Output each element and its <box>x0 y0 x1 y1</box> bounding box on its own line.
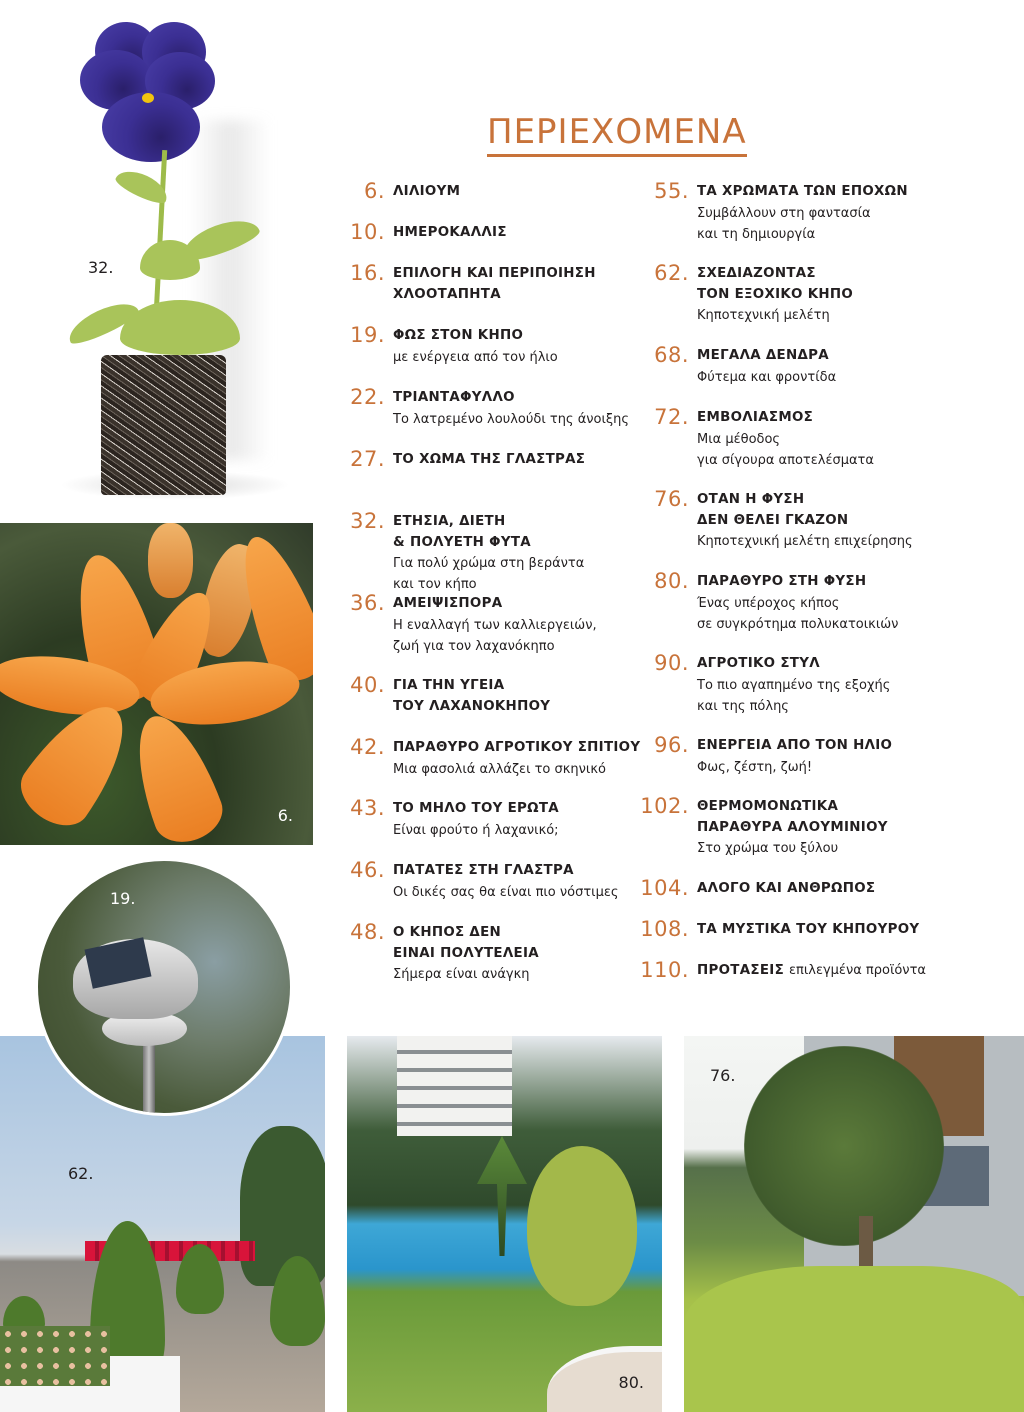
toc-page-number: 90. <box>654 651 689 675</box>
toc-entry-title-text: ΘΕΡΜΟΜΟΝΩΤΙΚΑ <box>697 799 839 814</box>
toc-entry-body <box>697 572 1022 635</box>
toc-entry-title-text: ΠΡΟΤΑΣΕΙΣ <box>697 963 785 978</box>
toc-entry-title-text: ΛΙΛΙΟΥΜ <box>393 184 461 199</box>
lily-petal <box>120 705 230 845</box>
toc-entry[interactable] <box>612 261 1022 326</box>
toc-page-number: 110. <box>640 958 689 982</box>
toc-entry-title-text: ΗΜΕΡΟΚΑΛΛΙΣ <box>393 225 507 240</box>
toc-page-number: 62. <box>654 261 689 285</box>
toc-entry-title-text: ΧΛΟΟΤΑΠΗΤΑ <box>393 286 501 302</box>
toc-entry-title-text: Ο ΚΗΠΟΣ ΔΕΝ <box>393 925 502 940</box>
garden-tree <box>240 1126 325 1286</box>
toc-entry-title-text: ΓΙΑ ΤΗΝ ΥΓΕΙΑ <box>393 678 505 693</box>
toc-entry-body <box>697 490 1022 552</box>
toc-entry-title <box>697 920 1022 941</box>
toc-page-number: 96. <box>654 733 689 757</box>
toc-page-number: 80. <box>654 569 689 593</box>
toc-entry-title <box>697 818 1022 839</box>
toc-entry-subtitle: για σίγουρα αποτελέσματα <box>697 452 874 468</box>
toc-entry-subtitle: Το πιο αγαπημένο της εξοχής <box>697 677 891 693</box>
toc-entry-title-text: ΠΑΡΑΘΥΡΟ ΣΤΗ ΦΥΣΗ <box>697 574 867 589</box>
toc-entry-subtitle: επιλεγμένα προϊόντα <box>789 963 926 978</box>
toc-entry-subtitle: Η εναλλαγή των καλλιεργειών, <box>393 617 597 633</box>
toc-entry-body <box>697 736 1022 778</box>
photo-caption: 32. <box>88 258 114 277</box>
photo-caption: 19. <box>110 889 136 908</box>
toc-entry-title-text: ΤΟΝ ΕΞΟΧΙΚΟ ΚΗΠΟ <box>697 286 854 302</box>
toc-page-number: 16. <box>350 261 385 285</box>
toc-entry[interactable] <box>612 487 1022 552</box>
lily-photo <box>0 523 313 845</box>
toc-entry-body <box>697 408 1022 471</box>
toc-entry-subtitle: ζωή για τον λαχανόκηπο <box>393 638 555 654</box>
toc-entry-subtitle: Φως, ζέστη, ζωή! <box>697 759 813 775</box>
photo-caption: 6. <box>277 806 293 825</box>
toc-entry-title-text: ΑΓΡΟΤΙΚΟ ΣΤΥΛ <box>697 656 820 671</box>
toc-entry-title <box>697 654 1022 675</box>
pansy-eye <box>142 93 154 103</box>
toc-entry-subtitle: Ένας υπέροχος κήπος <box>697 595 840 611</box>
toc-entry-title-text: ΑΜΕΙΨΙΣΠΟΡΑ <box>393 596 503 611</box>
toc-page-number: 76. <box>654 487 689 511</box>
toc-entry-title-text: ΤΡΙΑΝΤΑΦΥΛΛΟ <box>393 390 515 405</box>
toc-entry-subtitle: Κηποτεχνική μελέτη επιχείρησης <box>697 534 913 549</box>
toc-entry-body <box>697 879 1022 900</box>
toc-entry[interactable] <box>612 405 1022 471</box>
toc-entry-title-text: ΤΑ ΜΥΣΤΙΚΑ ΤΟΥ ΚΗΠΟΥΡΟΥ <box>697 922 920 937</box>
pool-garden-photo <box>347 1036 662 1412</box>
toc-entry-title-text: ΠΑΤΑΤΕΣ ΣΤΗ ΓΛΑΣΤΡΑ <box>393 863 574 878</box>
toc-page-number: 19. <box>350 323 385 347</box>
toc-entry[interactable] <box>612 917 1022 941</box>
toc-entry-body <box>697 797 1022 859</box>
toc-entry-title-text: ΜΕΓΑΛΑ ΔΕΝΔΡΑ <box>697 348 829 363</box>
toc-entry[interactable] <box>612 569 1022 635</box>
toc-entry-title-text: ΤΑ ΧΡΩΜΑΤΑ ΤΩΝ ΕΠΟΧΩΝ <box>697 184 908 199</box>
toc-entry-title-text: ΤΟ ΜΗΛΟ ΤΟΥ ΕΡΩΤΑ <box>393 801 559 816</box>
pansy-photo <box>40 0 300 510</box>
toc-entry-title <box>697 490 1022 511</box>
toc-page-number: 48. <box>350 920 385 944</box>
toc-entry-subtitle: Το λατρεμένο λουλούδι της άνοιξης <box>393 411 629 427</box>
pool-bush <box>527 1146 637 1306</box>
toc-entry[interactable] <box>612 733 1022 778</box>
toc-entry-title <box>697 736 1022 757</box>
pansy-petal <box>102 92 200 162</box>
toc-page-number: 22. <box>350 385 385 409</box>
toc-entry-body <box>697 264 1022 326</box>
toc-entry-title <box>697 408 1022 429</box>
toc-entry-subtitle: Οι δικές σας θα είναι πιο νόστιμες <box>393 884 619 900</box>
toc-page-number: 40. <box>350 673 385 697</box>
toc-page-number: 104. <box>640 876 689 900</box>
toc-entry-title-text: ΑΛΟΓΟ ΚΑΙ ΑΝΘΡΩΠΟΣ <box>697 881 876 896</box>
toc-page-number: 46. <box>350 858 385 882</box>
toc-page-number: 36. <box>350 591 385 615</box>
pool-path <box>547 1346 662 1412</box>
toc-page-number: 72. <box>654 405 689 429</box>
toc-entry[interactable] <box>612 651 1022 717</box>
toc-entry-title-text: ΟΤΑΝ Η ΦΥΣΗ <box>697 492 805 507</box>
toc-entry-title <box>697 285 1022 306</box>
toc-page-number: 42. <box>350 735 385 759</box>
toc-entry-body <box>697 961 1022 982</box>
toc-entry-subtitle: Μια φασολιά αλλάζει το σκηνικό <box>393 761 606 777</box>
toc-entry-title <box>697 797 1022 818</box>
toc-entry-title-text: ΦΩΣ ΣΤΟΝ ΚΗΠΟ <box>393 328 524 343</box>
toc-entry-title <box>697 511 1022 532</box>
toc-entry-body <box>697 654 1022 717</box>
toc-entry-title-text: ΕΤΗΣΙΑ, ΔΙΕΤΗ <box>393 514 506 529</box>
toc-entry-subtitle: Συμβάλλουν στη φαντασία <box>697 205 871 221</box>
toc-entry-title <box>697 264 1022 285</box>
toc-entry-title <box>697 182 1022 203</box>
house-garden-photo <box>684 1036 1024 1412</box>
toc-entry-title-text: ΠΑΡΑΘΥΡΟ ΑΓΡΟΤΙΚΟΥ ΣΠΙΤΙΟΥ <box>393 740 641 755</box>
toc-entry-title-text: ΕΠΙΛΟΓΗ ΚΑΙ ΠΕΡΙΠΟΙΗΣΗ <box>393 266 596 281</box>
toc-entry[interactable] <box>612 794 1022 859</box>
pool-palm <box>477 1136 527 1256</box>
toc-entry-subtitle: Σήμερα είναι ανάγκη <box>393 967 530 982</box>
toc-entry-subtitle: σε συγκρότημα πολυκατοικιών <box>697 616 899 632</box>
toc-page-number: 27. <box>350 447 385 471</box>
photo-caption: 62. <box>68 1164 94 1183</box>
toc-entry-title <box>697 961 1022 982</box>
toc-page-number: 68. <box>654 343 689 367</box>
toc-entry-title <box>697 572 1022 593</box>
toc-entry-title <box>697 346 1022 367</box>
toc-entry-body <box>697 182 1022 245</box>
lily-bud <box>148 523 193 598</box>
garden-roses <box>0 1326 110 1386</box>
toc-entry-subtitle: Μια μέθοδος <box>697 431 781 447</box>
toc-entry-title-text: ΣΧΕΔΙΑΖΟΝΤΑΣ <box>697 266 816 281</box>
toc-entry-subtitle: Στο χρώμα του ξύλου <box>697 841 839 856</box>
toc-page-number: 10. <box>350 220 385 244</box>
toc-entry[interactable] <box>612 343 1022 388</box>
toc-entry-title-text: & ΠΟΛΥΕΤΗ ΦΥΤΑ <box>393 534 531 550</box>
toc-entry-subtitle: με ενέργεια από τον ήλιο <box>393 349 558 365</box>
toc-page-number: 108. <box>640 917 689 941</box>
toc-page-number: 32. <box>350 509 385 533</box>
pansy-soil-block <box>101 355 226 495</box>
toc-entry-subtitle: και της πόλης <box>697 698 789 714</box>
toc-entry[interactable] <box>612 179 1022 245</box>
photo-caption: 76. <box>710 1066 736 1085</box>
toc-page-number: 55. <box>654 179 689 203</box>
toc-entry[interactable] <box>612 876 1022 900</box>
page-title: ΠΕΡΙΕΧΟΜΕΝΑ <box>487 112 747 157</box>
toc-entry-subtitle: Φύτεμα και φροντίδα <box>697 369 837 385</box>
toc-entry-body <box>697 346 1022 388</box>
toc-entry[interactable] <box>612 958 1022 982</box>
toc-entry-title-text: ΕΙΝΑΙ ΠΟΛΥΤΕΛΕΙΑ <box>393 945 539 961</box>
toc-entry-subtitle: Κηποτεχνική μελέτη <box>697 308 830 323</box>
photo-caption: 80. <box>618 1373 644 1392</box>
toc-entry-title <box>697 879 1022 900</box>
toc-entry-title-text: ΕΜΒΟΛΙΑΣΜΟΣ <box>697 410 814 425</box>
house-ground-cover <box>684 1266 1024 1412</box>
toc-entry-body <box>697 920 1022 941</box>
toc-page-number: 102. <box>640 794 689 818</box>
toc-entry-subtitle: Είναι φρούτο ή λαχανικό; <box>393 822 559 838</box>
toc-entry-title-text: ΔΕΝ ΘΕΛΕΙ ΓΚΑΖΟΝ <box>697 512 849 528</box>
toc-entry-subtitle: και τη δημιουργία <box>697 226 816 242</box>
toc-entry-subtitle: και τον κήπο <box>393 577 477 592</box>
toc-page-number: 6. <box>363 179 385 203</box>
toc-page-number: 43. <box>350 796 385 820</box>
toc-entry-title-text: ΠΑΡΑΘΥΡΑ ΑΛΟΥΜΙΝΙΟΥ <box>697 819 888 835</box>
solar-lamp-photo <box>35 858 293 1116</box>
toc-entry-title-text: ΤΟ ΧΩΜΑ ΤΗΣ ΓΛΑΣΤΡΑΣ <box>393 452 586 467</box>
house-tree <box>744 1046 944 1246</box>
toc-entry-title-text: ΕΝΕΡΓΕΙΑ ΑΠΟ ΤΟΝ ΗΛΙΟ <box>697 738 893 753</box>
toc-entry-subtitle: Για πολύ χρώμα στη βεράντα <box>393 556 585 571</box>
toc-entry-title-text: ΤΟΥ ΛΑΧΑΝΟΚΗΠΟΥ <box>393 698 551 714</box>
pool-building <box>397 1036 512 1136</box>
